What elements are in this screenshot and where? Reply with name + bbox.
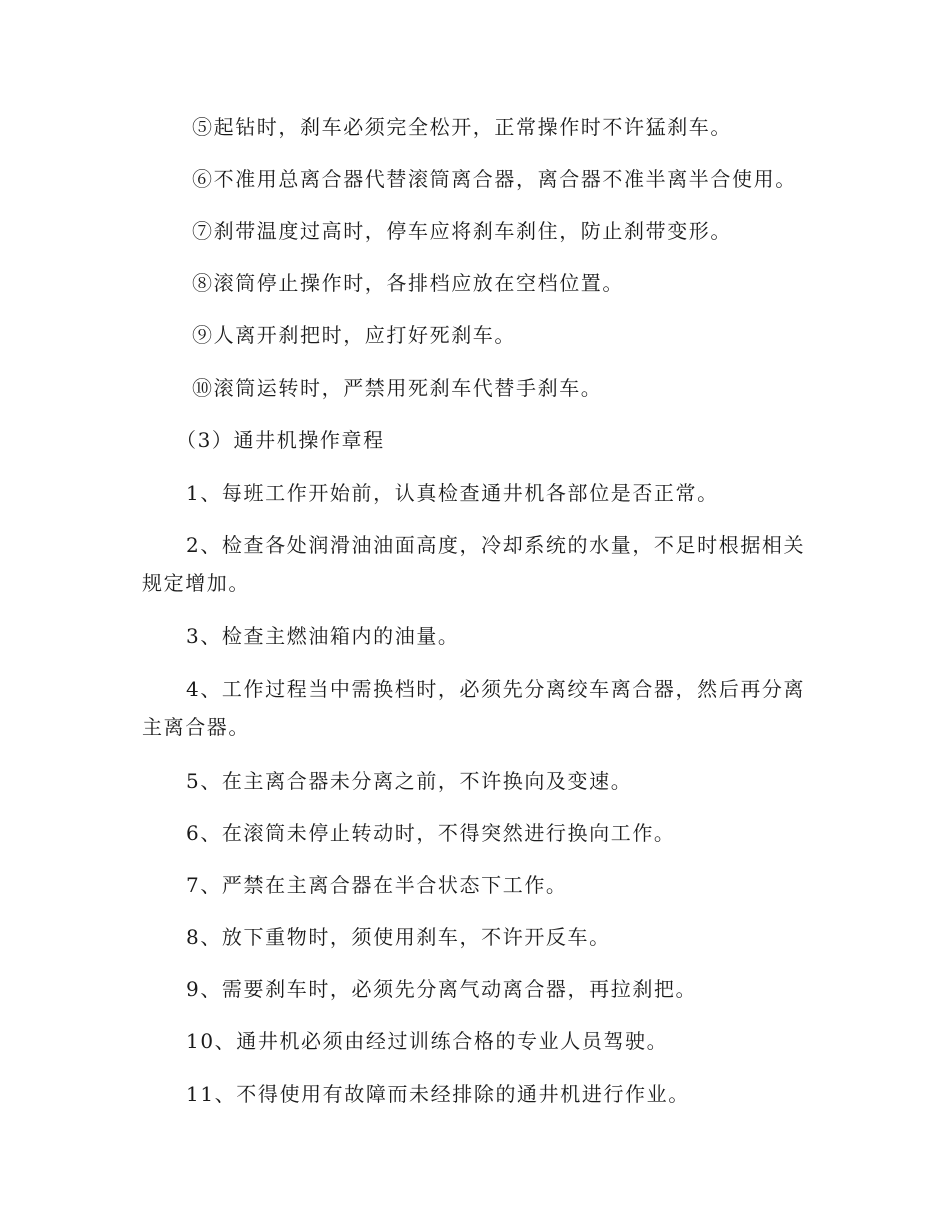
section-heading: （3）通井机操作章程 xyxy=(176,428,385,452)
brake-item-6: ⑥不准用总离合器代替滚筒离合器，离合器不准半离半合使用。 xyxy=(192,167,797,191)
brake-item-8: ⑧滚筒停止操作时，各排档应放在空档位置。 xyxy=(192,271,624,295)
rule-item-6: 6、在滚筒未停止转动时，不得突然进行换向工作。 xyxy=(186,821,676,845)
rule-item-8: 8、放下重物时，须使用刹车，不许开反车。 xyxy=(186,925,611,949)
rule-item-3: 3、检查主燃油箱内的油量。 xyxy=(186,624,460,648)
rule-item-5: 5、在主离合器未分离之前，不许换向及变速。 xyxy=(186,769,633,793)
brake-item-10: ⑩滚筒运转时，严禁用死刹车代替手刹车。 xyxy=(192,376,603,400)
rule-item-7: 7、严禁在主离合器在半合状态下工作。 xyxy=(186,873,568,897)
rule-item-11: 11、不得使用有故障而未经排除的通井机进行作业。 xyxy=(186,1082,690,1106)
brake-item-9: ⑨人离开刹把时，应打好死刹车。 xyxy=(192,323,516,347)
brake-item-5: ⑤起钻时，刹车必须完全松开，正常操作时不许猛刹车。 xyxy=(192,115,732,139)
rule-item-9: 9、需要刹车时，必须先分离气动离合器，再拉刹把。 xyxy=(186,977,698,1001)
rule-item-4: 4、工作过程当中需换档时，必须先分离绞车离合器，然后再分离主离合器。 xyxy=(142,677,806,739)
rule-item-2: 2、检查各处润滑油油面高度，冷却系统的水量，不足时根据相关规定增加。 xyxy=(142,533,806,595)
rule-item-1: 1、每班工作开始前，认真检查通井机各部位是否正常。 xyxy=(186,481,719,505)
rule-item-10: 10、通井机必须由经过训练合格的专业人员驾驶。 xyxy=(186,1029,669,1053)
brake-item-7: ⑦刹带温度过高时，停车应将刹车刹住，防止刹带变形。 xyxy=(192,219,732,243)
